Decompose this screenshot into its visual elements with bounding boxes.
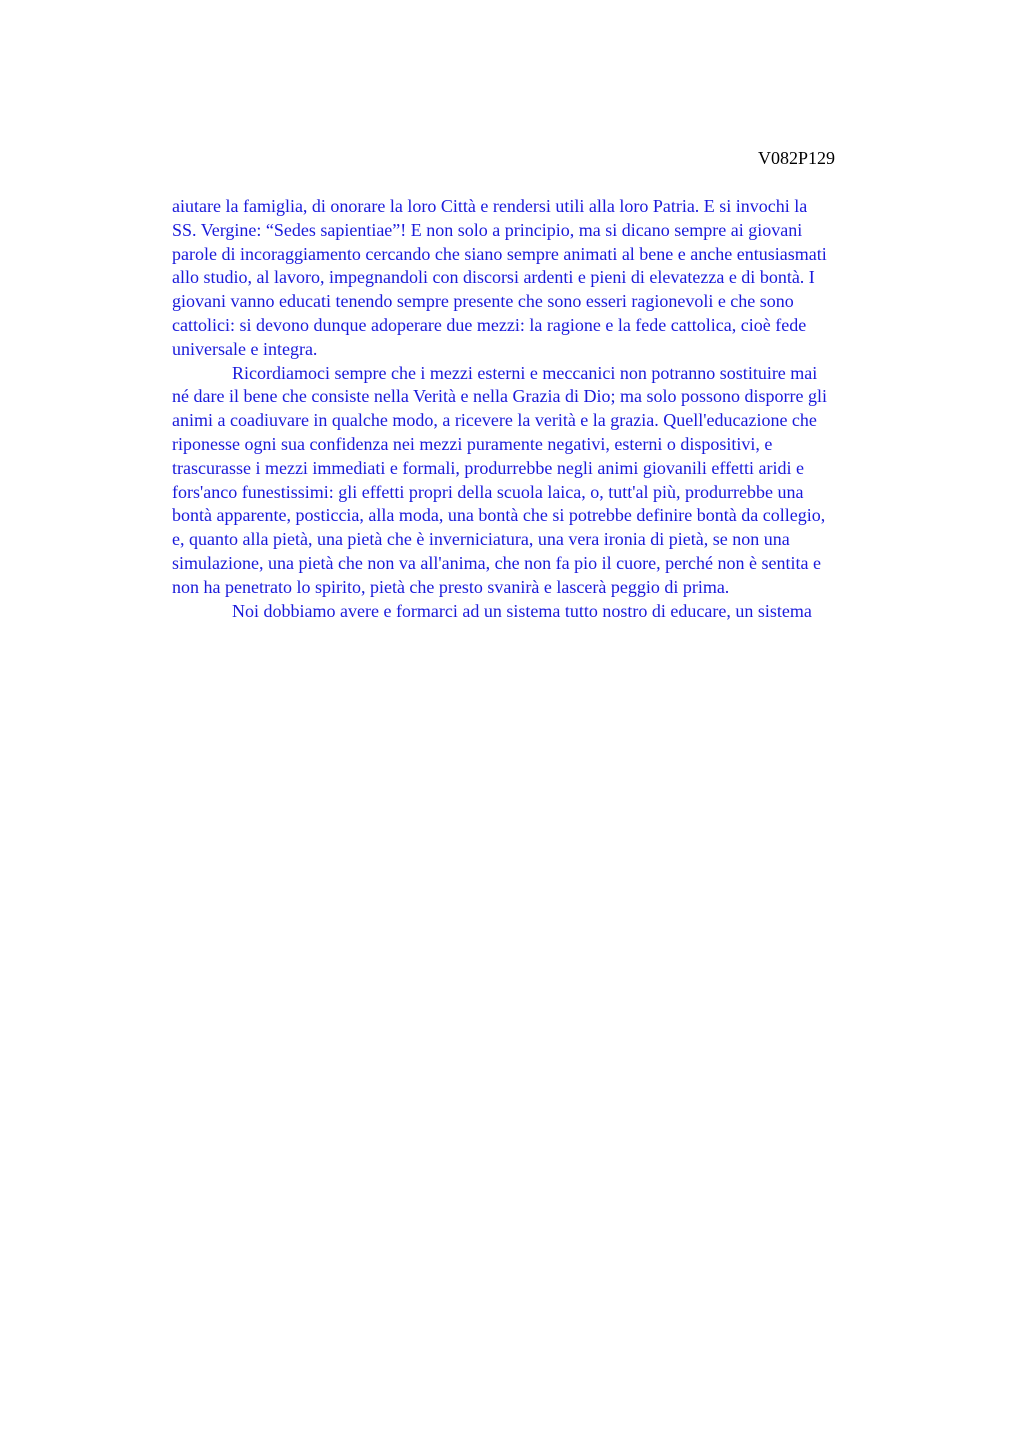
paragraph-start-line: Ricordiamoci sempre che i mezzi esterni e meccanici non potranno sostituire mai [232, 362, 818, 383]
text-line: cattolici: si devono dunque adoperare due mezzi: la ragione e la fede cattolica, cioè fede [172, 314, 807, 335]
text-line: aiutare la famiglia, di onorare la loro Città e rendersi utili alla loro Patria. E si invochi la [172, 196, 808, 216]
text-line: né dare il bene che consiste nella Verità e nella Grazia di Dio; ma solo possono disporre gli [172, 386, 827, 407]
text-line: e, quanto alla pietà, una pietà che è inverniciatura, una vera ironia di pietà, se non una [172, 529, 790, 550]
text-line: simulazione, una pietà che non va all'anima, che non fa pio il cuore, perché non è sentita e [172, 552, 821, 573]
body-text [172, 195, 932, 623]
text-line: animi a coadiuvare in qualche modo, a ricevere la verità e la grazia. Quell'educazione che [172, 410, 817, 431]
paragraph-start-line: Noi dobbiamo avere e formarci ad un sistema tutto nostro di educare, un sistema [232, 600, 812, 621]
text-line: allo studio, al lavoro, impegnandoli con discorsi ardenti e pieni di elevatezza e di bontà. I [172, 267, 815, 288]
text-line: non ha penetrato lo spirito, pietà che presto svanirà e lascerà peggio di prima. [172, 576, 730, 597]
text-line: riponesse ogni sua confidenza nei mezzi puramente negativi, esterni o dispositivi, e [172, 433, 773, 454]
text-line: trascurasse i mezzi immediati e formali, produrrebbe negli animi giovanili effetti aridi e [172, 457, 804, 478]
text-line: bontà apparente, posticcia, alla moda, una bontà che si potrebbe definire bontà da collegio, [172, 505, 826, 526]
page-identifier: V082P129 [758, 148, 836, 168]
text-line: fors'anco funestissimi: gli effetti propri della scuola laica, o, tutt'al più, produrrebbe una [172, 481, 804, 502]
text-line: SS. Vergine: “Sedes sapientiae”! E non solo a principio, ma si dicano sempre ai giovani [172, 219, 803, 240]
text-line: universale e integra. [172, 338, 318, 359]
text-line: parole di incoraggiamento cercando che siano sempre animati al bene e anche entusiasmati [172, 243, 827, 264]
text-line: giovani vanno educati tenendo sempre presente che sono esseri ragionevoli e che sono [172, 291, 794, 312]
